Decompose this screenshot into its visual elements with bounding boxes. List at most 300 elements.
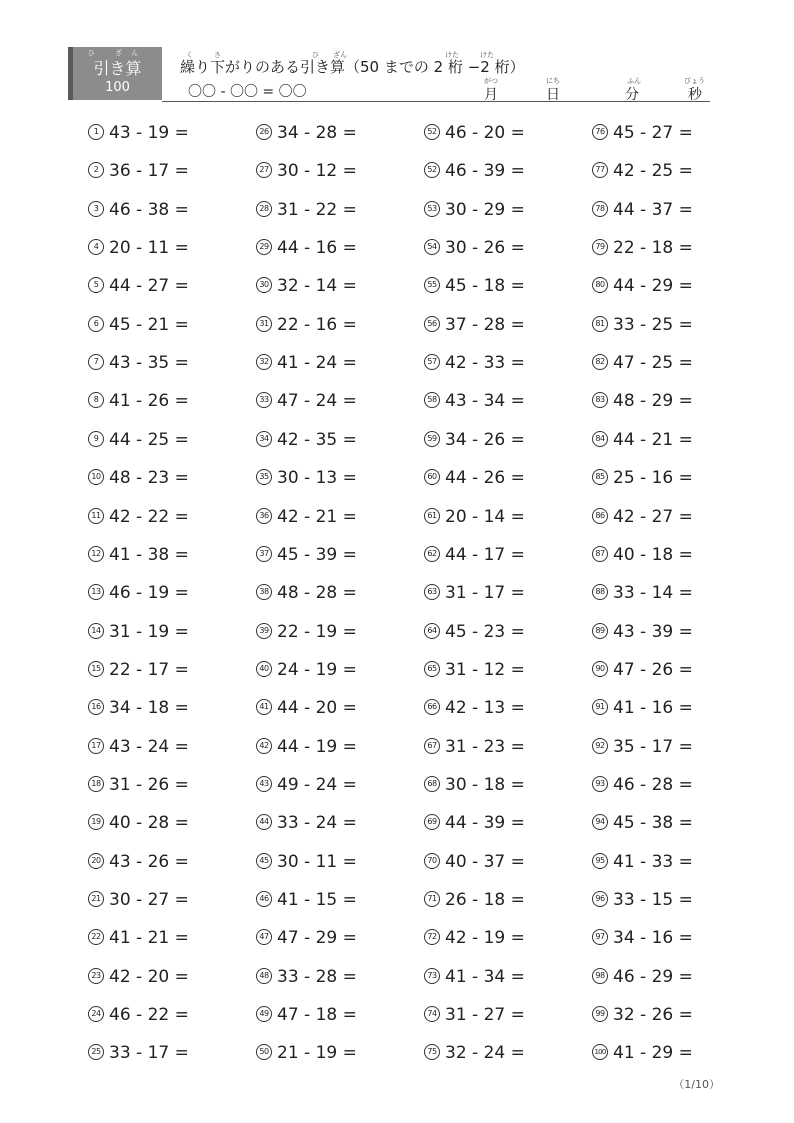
problem-number: 41 bbox=[256, 699, 272, 715]
problem-item bbox=[256, 735, 357, 759]
problem-expression: 46 - 19 = bbox=[109, 583, 189, 604]
problem-expression: 30 - 11 = bbox=[277, 851, 357, 872]
minute-ruby: ふん bbox=[627, 77, 641, 85]
problem-number: 95 bbox=[592, 853, 608, 869]
problem-number: 86 bbox=[592, 508, 608, 524]
problem-item bbox=[256, 236, 357, 260]
problem-item bbox=[88, 965, 189, 989]
problem-item bbox=[256, 620, 357, 644]
problem-item bbox=[592, 696, 693, 720]
problem-expression: 31 - 26 = bbox=[109, 775, 189, 795]
problem-number: 11 bbox=[88, 508, 104, 524]
problem-expression: 31 - 19 = bbox=[109, 621, 189, 642]
problem-number: 52 bbox=[424, 162, 440, 178]
problem-number: 72 bbox=[424, 929, 440, 945]
problem-expression: 44 - 39 = bbox=[445, 813, 525, 834]
problem-expression: 40 - 28 = bbox=[109, 813, 189, 834]
problem-expression: 45 - 21 = bbox=[109, 314, 189, 335]
problem-number: 31 bbox=[256, 316, 272, 332]
problem-number: 29 bbox=[256, 239, 272, 255]
problem-expression: 26 - 18 = bbox=[445, 890, 525, 910]
problem-number: 39 bbox=[256, 623, 272, 639]
problem-item bbox=[424, 811, 525, 835]
problem-item bbox=[256, 658, 357, 682]
worksheet-badge bbox=[68, 47, 162, 100]
problem-expression: 20 - 11 = bbox=[109, 238, 189, 259]
problem-item bbox=[88, 850, 189, 874]
problem-item bbox=[256, 581, 357, 605]
problem-number: 46 bbox=[256, 891, 272, 907]
problem-item bbox=[592, 888, 693, 912]
problem-expression: 47 - 24 = bbox=[277, 391, 357, 412]
problem-item bbox=[424, 773, 525, 797]
problem-expression: 32 - 24 = bbox=[445, 1043, 525, 1064]
problem-number: 48 bbox=[256, 968, 272, 984]
problem-item bbox=[88, 696, 189, 720]
problem-item bbox=[592, 773, 693, 797]
problem-expression: 44 - 21 = bbox=[613, 429, 693, 450]
problem-expression: 30 - 18 = bbox=[445, 775, 525, 795]
problem-expression: 46 - 38 = bbox=[109, 199, 189, 220]
problem-expression: 32 - 14 = bbox=[277, 276, 357, 297]
problem-number: 38 bbox=[256, 584, 272, 600]
problem-expression: 34 - 16 = bbox=[613, 928, 693, 949]
problem-item bbox=[592, 620, 693, 644]
problem-item bbox=[88, 159, 189, 183]
problem-expression: 47 - 25 = bbox=[613, 353, 693, 374]
problem-number: 96 bbox=[592, 891, 608, 907]
problem-item bbox=[592, 926, 693, 950]
problem-number: 40 bbox=[256, 661, 272, 677]
problem-item bbox=[424, 735, 525, 759]
title-ruby: く さ ひ ざん けた けた bbox=[186, 51, 494, 59]
month-ruby: がつ bbox=[484, 77, 498, 85]
problem-number: 54 bbox=[424, 239, 440, 255]
problem-number: 83 bbox=[592, 392, 608, 408]
problem-expression: 30 - 26 = bbox=[445, 238, 525, 259]
problem-number: 6 bbox=[88, 316, 104, 332]
problem-number: 79 bbox=[592, 239, 608, 255]
page-indicator: （1/10） bbox=[673, 1078, 720, 1091]
problem-number: 12 bbox=[88, 546, 104, 562]
problem-item bbox=[256, 1003, 357, 1027]
problem-expression: 33 - 28 = bbox=[277, 966, 357, 987]
problem-item bbox=[88, 428, 189, 452]
problem-expression: 31 - 17 = bbox=[445, 583, 525, 604]
problem-number: 17 bbox=[88, 738, 104, 754]
problem-item bbox=[256, 850, 357, 874]
problem-number: 56 bbox=[424, 316, 440, 332]
problem-item bbox=[88, 389, 189, 413]
problem-expression: 42 - 21 = bbox=[277, 506, 357, 527]
problem-expression: 46 - 22 = bbox=[109, 1005, 189, 1026]
problem-number: 58 bbox=[424, 392, 440, 408]
problem-expression: 44 - 27 = bbox=[109, 276, 189, 297]
problem-number: 75 bbox=[424, 1044, 440, 1060]
problem-expression: 42 - 25 = bbox=[613, 161, 693, 182]
problem-number: 45 bbox=[256, 853, 272, 869]
problem-number: 80 bbox=[592, 277, 608, 293]
problem-item bbox=[424, 198, 525, 222]
problem-item bbox=[592, 658, 693, 682]
problem-number: 4 bbox=[88, 239, 104, 255]
problem-expression: 41 - 24 = bbox=[277, 353, 357, 374]
problem-item bbox=[424, 428, 525, 452]
worksheet-title: 繰り下がりのある引き算（50 までの 2 桁 −2 桁） bbox=[180, 58, 525, 76]
problem-expression: 42 - 19 = bbox=[445, 928, 525, 949]
problem-number: 92 bbox=[592, 738, 608, 754]
problem-expression: 44 - 29 = bbox=[613, 276, 693, 297]
problem-expression: 44 - 37 = bbox=[613, 199, 693, 220]
problem-item bbox=[256, 389, 357, 413]
problem-item bbox=[592, 351, 693, 375]
problem-expression: 41 - 16 = bbox=[613, 698, 693, 719]
problem-number: 65 bbox=[424, 661, 440, 677]
problem-item bbox=[424, 658, 525, 682]
problem-number: 84 bbox=[592, 431, 608, 447]
problem-item bbox=[88, 236, 189, 260]
problem-number: 33 bbox=[256, 392, 272, 408]
month-label: 月 bbox=[484, 87, 498, 103]
problem-number: 94 bbox=[592, 814, 608, 830]
problem-item bbox=[256, 159, 357, 183]
problem-number: 97 bbox=[592, 929, 608, 945]
problem-expression: 20 - 14 = bbox=[445, 506, 525, 527]
problem-number: 91 bbox=[592, 699, 608, 715]
problem-item bbox=[424, 888, 525, 912]
problem-item bbox=[592, 428, 693, 452]
problem-expression: 32 - 26 = bbox=[613, 1005, 693, 1026]
problem-item bbox=[88, 121, 189, 145]
problem-number: 53 bbox=[424, 201, 440, 217]
problem-number: 3 bbox=[88, 201, 104, 217]
problem-number: 59 bbox=[424, 431, 440, 447]
problem-expression: 48 - 29 = bbox=[613, 391, 693, 412]
problem-item bbox=[88, 313, 189, 337]
problem-item bbox=[424, 466, 525, 490]
problem-item bbox=[256, 428, 357, 452]
problem-number: 16 bbox=[88, 699, 104, 715]
problem-number: 8 bbox=[88, 392, 104, 408]
problem-expression: 31 - 22 = bbox=[277, 199, 357, 220]
problem-number: 78 bbox=[592, 201, 608, 217]
problem-number: 36 bbox=[256, 508, 272, 524]
problem-item bbox=[256, 696, 357, 720]
problem-number: 52 bbox=[424, 124, 440, 140]
problem-item bbox=[592, 1041, 693, 1065]
problem-item bbox=[88, 811, 189, 835]
problem-expression: 22 - 16 = bbox=[277, 314, 357, 335]
problem-item bbox=[256, 466, 357, 490]
problem-item bbox=[424, 543, 525, 567]
problem-expression: 31 - 23 = bbox=[445, 736, 525, 757]
problem-expression: 49 - 24 = bbox=[277, 775, 357, 795]
problem-number: 67 bbox=[424, 738, 440, 754]
problem-item bbox=[424, 505, 525, 529]
problem-item bbox=[592, 274, 693, 298]
problem-item bbox=[88, 1003, 189, 1027]
problem-pattern: 〇〇 - 〇〇 = 〇〇 bbox=[188, 84, 307, 100]
problem-expression: 43 - 39 = bbox=[613, 621, 693, 642]
problem-item bbox=[88, 274, 189, 298]
problem-item bbox=[88, 735, 189, 759]
problem-number: 57 bbox=[424, 354, 440, 370]
problem-number: 87 bbox=[592, 546, 608, 562]
problem-item bbox=[256, 198, 357, 222]
problem-number: 43 bbox=[256, 776, 272, 792]
problem-number: 27 bbox=[256, 162, 272, 178]
problem-item bbox=[256, 926, 357, 950]
problem-expression: 48 - 23 = bbox=[109, 468, 189, 489]
problem-number: 89 bbox=[592, 623, 608, 639]
problem-expression: 44 - 16 = bbox=[277, 238, 357, 259]
problem-number: 69 bbox=[424, 814, 440, 830]
problem-expression: 43 - 26 = bbox=[109, 851, 189, 872]
problem-item bbox=[424, 236, 525, 260]
problem-expression: 40 - 37 = bbox=[445, 851, 525, 872]
problem-expression: 41 - 26 = bbox=[109, 391, 189, 412]
problem-item bbox=[256, 773, 357, 797]
problem-item bbox=[256, 274, 357, 298]
problem-number: 62 bbox=[424, 546, 440, 562]
problem-number: 81 bbox=[592, 316, 608, 332]
problem-number: 100 bbox=[592, 1044, 608, 1060]
problem-expression: 41 - 21 = bbox=[109, 928, 189, 949]
problem-expression: 24 - 19 = bbox=[277, 659, 357, 680]
problem-item bbox=[424, 313, 525, 337]
problem-item bbox=[592, 543, 693, 567]
problem-expression: 42 - 35 = bbox=[277, 429, 357, 450]
problem-expression: 30 - 27 = bbox=[109, 890, 189, 910]
problem-item bbox=[424, 121, 525, 145]
problem-number: 77 bbox=[592, 162, 608, 178]
problem-expression: 46 - 29 = bbox=[613, 966, 693, 987]
problem-expression: 47 - 29 = bbox=[277, 928, 357, 949]
problem-item bbox=[424, 389, 525, 413]
problem-expression: 31 - 12 = bbox=[445, 659, 525, 680]
problem-expression: 45 - 38 = bbox=[613, 813, 693, 834]
problem-item bbox=[424, 581, 525, 605]
problem-expression: 30 - 12 = bbox=[277, 161, 357, 182]
problem-item bbox=[256, 811, 357, 835]
problem-number: 26 bbox=[256, 124, 272, 140]
problem-expression: 41 - 34 = bbox=[445, 966, 525, 987]
problem-expression: 45 - 39 = bbox=[277, 544, 357, 565]
problem-number: 7 bbox=[88, 354, 104, 370]
problem-expression: 33 - 25 = bbox=[613, 314, 693, 335]
problem-item bbox=[88, 505, 189, 529]
problem-item bbox=[592, 581, 693, 605]
problem-expression: 34 - 18 = bbox=[109, 698, 189, 719]
problem-expression: 40 - 18 = bbox=[613, 544, 693, 565]
problem-expression: 33 - 24 = bbox=[277, 813, 357, 834]
problem-expression: 30 - 29 = bbox=[445, 199, 525, 220]
header-rule bbox=[162, 101, 710, 102]
problem-item bbox=[592, 965, 693, 989]
day-ruby: にち bbox=[546, 77, 560, 85]
problem-number: 98 bbox=[592, 968, 608, 984]
problem-expression: 45 - 23 = bbox=[445, 621, 525, 642]
problem-count: 100 bbox=[105, 80, 130, 95]
problem-expression: 30 - 13 = bbox=[277, 468, 357, 489]
problem-number: 37 bbox=[256, 546, 272, 562]
problem-number: 14 bbox=[88, 623, 104, 639]
second-label: 秒 bbox=[688, 87, 702, 103]
problem-item bbox=[88, 198, 189, 222]
problem-expression: 42 - 20 = bbox=[109, 966, 189, 987]
problem-item bbox=[424, 620, 525, 644]
problem-number: 44 bbox=[256, 814, 272, 830]
problem-number: 24 bbox=[88, 1006, 104, 1022]
problem-item bbox=[88, 888, 189, 912]
problem-number: 13 bbox=[88, 584, 104, 600]
problem-number: 70 bbox=[424, 853, 440, 869]
problem-number: 10 bbox=[88, 469, 104, 485]
problem-expression: 43 - 35 = bbox=[109, 353, 189, 374]
problem-item bbox=[88, 1041, 189, 1065]
problem-item bbox=[424, 1041, 525, 1065]
problem-item bbox=[592, 198, 693, 222]
problem-item bbox=[592, 159, 693, 183]
problem-number: 23 bbox=[88, 968, 104, 984]
problem-item bbox=[88, 351, 189, 375]
problem-expression: 22 - 17 = bbox=[109, 659, 189, 680]
problem-item bbox=[424, 965, 525, 989]
problem-number: 32 bbox=[256, 354, 272, 370]
problem-expression: 25 - 16 = bbox=[613, 468, 693, 489]
problem-expression: 45 - 27 = bbox=[613, 123, 693, 143]
problem-expression: 44 - 19 = bbox=[277, 736, 357, 757]
problem-expression: 34 - 28 = bbox=[277, 123, 357, 143]
problem-number: 2 bbox=[88, 162, 104, 178]
problem-expression: 45 - 18 = bbox=[445, 276, 525, 297]
problem-expression: 42 - 22 = bbox=[109, 506, 189, 527]
problem-number: 76 bbox=[592, 124, 608, 140]
problem-number: 30 bbox=[256, 277, 272, 293]
problem-number: 5 bbox=[88, 277, 104, 293]
problem-item bbox=[256, 351, 357, 375]
problem-number: 25 bbox=[88, 1044, 104, 1060]
problem-item bbox=[88, 658, 189, 682]
problem-item bbox=[256, 505, 357, 529]
problem-expression: 31 - 27 = bbox=[445, 1005, 525, 1026]
problem-expression: 42 - 13 = bbox=[445, 698, 525, 719]
problem-number: 74 bbox=[424, 1006, 440, 1022]
problem-number: 71 bbox=[424, 891, 440, 907]
problem-number: 15 bbox=[88, 661, 104, 677]
problem-expression: 41 - 38 = bbox=[109, 544, 189, 565]
problem-expression: 43 - 34 = bbox=[445, 391, 525, 412]
problem-item bbox=[256, 121, 357, 145]
problem-number: 19 bbox=[88, 814, 104, 830]
problem-expression: 21 - 19 = bbox=[277, 1043, 357, 1064]
problem-expression: 43 - 19 = bbox=[109, 123, 189, 143]
problem-item bbox=[424, 159, 525, 183]
problem-number: 61 bbox=[424, 508, 440, 524]
problem-number: 55 bbox=[424, 277, 440, 293]
problem-number: 82 bbox=[592, 354, 608, 370]
problem-item bbox=[88, 581, 189, 605]
problem-item bbox=[424, 274, 525, 298]
problem-item bbox=[88, 773, 189, 797]
problem-item bbox=[592, 313, 693, 337]
problem-item bbox=[592, 236, 693, 260]
problem-number: 60 bbox=[424, 469, 440, 485]
problem-expression: 33 - 17 = bbox=[109, 1043, 189, 1064]
problem-number: 64 bbox=[424, 623, 440, 639]
problem-item bbox=[424, 1003, 525, 1027]
problem-item bbox=[88, 620, 189, 644]
problem-number: 34 bbox=[256, 431, 272, 447]
problem-number: 66 bbox=[424, 699, 440, 715]
problem-expression: 34 - 26 = bbox=[445, 429, 525, 450]
problem-item bbox=[88, 926, 189, 950]
problem-item bbox=[592, 811, 693, 835]
problem-item bbox=[592, 505, 693, 529]
problem-number: 21 bbox=[88, 891, 104, 907]
problem-expression: 46 - 39 = bbox=[445, 161, 525, 182]
problem-item bbox=[592, 850, 693, 874]
problem-item bbox=[256, 965, 357, 989]
problem-item bbox=[256, 543, 357, 567]
problem-number: 28 bbox=[256, 201, 272, 217]
problem-number: 20 bbox=[88, 853, 104, 869]
problem-number: 22 bbox=[88, 929, 104, 945]
problem-expression: 48 - 28 = bbox=[277, 583, 357, 604]
problem-expression: 37 - 28 = bbox=[445, 314, 525, 335]
problem-expression: 41 - 15 = bbox=[277, 890, 357, 910]
problem-expression: 22 - 19 = bbox=[277, 621, 357, 642]
problem-item bbox=[592, 389, 693, 413]
problem-expression: 41 - 29 = bbox=[613, 1043, 693, 1064]
problem-number: 1 bbox=[88, 124, 104, 140]
problem-item bbox=[592, 1003, 693, 1027]
second-ruby: びょう bbox=[684, 77, 705, 85]
minute-label: 分 bbox=[625, 87, 639, 103]
problem-item bbox=[424, 926, 525, 950]
problem-expression: 47 - 18 = bbox=[277, 1005, 357, 1026]
problem-expression: 33 - 14 = bbox=[613, 583, 693, 604]
problem-expression: 41 - 33 = bbox=[613, 851, 693, 872]
problem-item bbox=[592, 121, 693, 145]
problem-expression: 42 - 33 = bbox=[445, 353, 525, 374]
problem-item bbox=[592, 466, 693, 490]
badge-label: 引き算 bbox=[93, 59, 142, 78]
problem-number: 47 bbox=[256, 929, 272, 945]
problem-number: 9 bbox=[88, 431, 104, 447]
problem-item bbox=[256, 1041, 357, 1065]
day-label: 日 bbox=[546, 87, 560, 103]
badge-ruby: ひ ざん bbox=[87, 49, 148, 57]
problem-item bbox=[88, 466, 189, 490]
problem-expression: 46 - 28 = bbox=[613, 775, 693, 795]
problem-number: 18 bbox=[88, 776, 104, 792]
problem-number: 42 bbox=[256, 738, 272, 754]
problem-number: 49 bbox=[256, 1006, 272, 1022]
problem-number: 50 bbox=[256, 1044, 272, 1060]
problem-expression: 44 - 17 = bbox=[445, 544, 525, 565]
problem-expression: 44 - 26 = bbox=[445, 468, 525, 489]
problem-expression: 36 - 17 = bbox=[109, 161, 189, 182]
problem-expression: 46 - 20 = bbox=[445, 123, 525, 143]
problem-number: 99 bbox=[592, 1006, 608, 1022]
problem-expression: 44 - 20 = bbox=[277, 698, 357, 719]
problem-item bbox=[88, 543, 189, 567]
problem-expression: 33 - 15 = bbox=[613, 890, 693, 910]
problem-number: 85 bbox=[592, 469, 608, 485]
problem-number: 73 bbox=[424, 968, 440, 984]
problem-item bbox=[592, 735, 693, 759]
